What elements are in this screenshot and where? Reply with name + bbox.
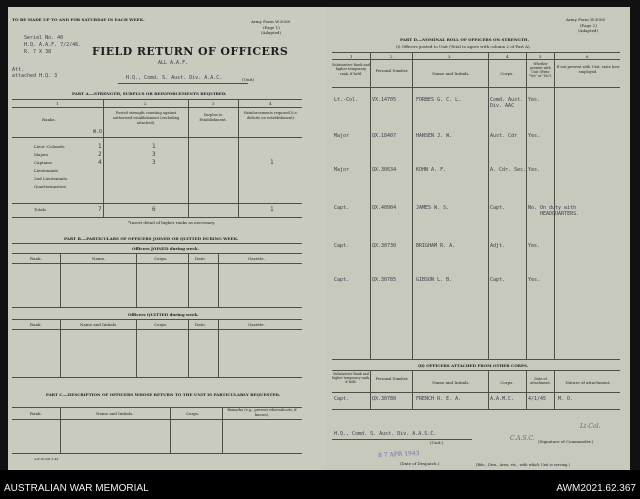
- officer-name: JAMES W. S.: [416, 205, 450, 211]
- quitted-col-rule: [218, 319, 219, 377]
- joined-col-rank: Rank.: [30, 256, 42, 261]
- unit-label-right: (Unit.): [430, 440, 444, 445]
- officer-number: QX.18407: [372, 133, 397, 139]
- part-c-title: PART C.—DESCRIPTION OF OFFICERS WHOSE RETURN TO THE UNIT IS PARTICULARLY REQUESTED.: [45, 392, 281, 397]
- officer-present: Yes.: [528, 133, 541, 139]
- officer-corps: Comd. Aust. Div. AAC: [490, 97, 524, 109]
- date-label: (Date of Despatch.): [400, 461, 440, 466]
- part-a-col-rule: [188, 99, 189, 217]
- col-head-reinforcements: Reinforcements required (i.e. deficits on establishment).: [244, 111, 298, 120]
- date-stamp: 8 7 APR 1943: [377, 449, 420, 460]
- att-col-rule: [370, 370, 371, 409]
- unit-typed-full: H.Q., Comd. S. Aust. Div. A.A.C.: [126, 75, 223, 81]
- col-num-1: 1: [56, 101, 59, 106]
- d-head-employed: If not present with Unit, state how employed.: [556, 65, 620, 74]
- att-head-number: Personal Number.: [375, 377, 409, 381]
- att-head-rank: Substantive Rank and higher temporary rank, if held.: [332, 372, 370, 384]
- officer-employed: On duty with HEADQUARTERS.: [540, 205, 580, 217]
- rank-quartermasters: Quartermasters: [34, 184, 67, 189]
- part-d-col-rule: [526, 52, 527, 359]
- part-c-col-rule: [170, 407, 171, 453]
- joined-col-date: Date.: [195, 256, 206, 261]
- part-c-head-rule: [12, 419, 302, 420]
- part-b-title: PART B.—PARTICULARS OF OFFICERS JOINED OR QUITTED DURING WEEK.: [64, 236, 239, 241]
- part-d-col-rule: [370, 52, 371, 359]
- total-col2: 6: [152, 206, 156, 213]
- signature-label: (Signature of Commander.): [538, 439, 594, 444]
- posted-ltcol: 1: [98, 143, 102, 150]
- quitted-title: Officers QUITTED during week.: [128, 312, 199, 317]
- part-d-head-rule: [332, 87, 620, 88]
- joined-col-rule: [218, 253, 219, 307]
- quitted-col-corps: Corps.: [154, 322, 168, 327]
- officer-corps: Capt.: [490, 205, 506, 211]
- est-ltcol: 1: [152, 143, 156, 150]
- joined-bottom: [12, 307, 302, 308]
- officer-rank: Capt.: [334, 205, 350, 211]
- officer-present: Yes.: [528, 167, 541, 173]
- officer-name: FORBES G. C. L.: [416, 97, 462, 103]
- part-c-col-rank: Rank.: [30, 411, 42, 416]
- d-col-num-4: 4: [506, 54, 509, 59]
- right-page: [326, 7, 630, 470]
- bde-label: (Bde., Divn., Area, etc., with which Unit is serving.): [476, 463, 570, 467]
- att-head-rule: [332, 392, 620, 393]
- part-c-col-rule: [60, 407, 61, 453]
- quitted-bottom: [12, 377, 302, 378]
- officer-rank: Major: [334, 133, 350, 139]
- part-a-bottom-rule: [12, 217, 302, 218]
- serial-number: Serial No. 40: [24, 35, 64, 41]
- att-bottom-rule: [332, 409, 620, 410]
- att-head-name: Name and Initials.: [432, 380, 470, 385]
- officer-number: QX.40904: [372, 205, 397, 211]
- est-major: 3: [152, 151, 156, 158]
- quitted-col-rule: [60, 319, 61, 377]
- officer-number: QX.30730: [372, 243, 397, 249]
- joined-col-rule: [188, 253, 189, 307]
- officer-corps: Capt.: [490, 277, 506, 283]
- joined-head-bottom: [12, 263, 302, 264]
- posted-captain: 4: [98, 159, 102, 166]
- quitted-col-rule: [188, 319, 189, 377]
- att-date: 4/1/45: [528, 396, 547, 402]
- form-title: FIELD RETURN OF OFFICERS: [92, 45, 289, 58]
- unit-line-right: [332, 439, 472, 440]
- footer-institution: AUSTRALIAN WAR MEMORIAL: [4, 483, 149, 494]
- print-code: 4-W-3b 9M 3-44: [34, 457, 59, 461]
- rank-lieut-colonels: Lieut.-Colonels: [34, 144, 65, 149]
- reinforce-captain: 1: [270, 159, 274, 166]
- att-col-rule: [412, 370, 413, 409]
- officer-number: VX.14705: [372, 97, 397, 103]
- rank-lieutenants: Lieutenants: [34, 168, 59, 173]
- joined-col-corps: Corps.: [154, 256, 168, 261]
- d-head-number: Personal Number.: [375, 69, 409, 73]
- col-num-4: 4: [269, 101, 272, 106]
- unit-line: [118, 83, 248, 84]
- page-note: (Page 1): [263, 25, 280, 30]
- att-nature: M. O.: [558, 396, 574, 402]
- quitted-head-top: [12, 319, 302, 320]
- officer-present: Yes.: [528, 243, 541, 249]
- signature-name: C.A.S.C.: [510, 435, 535, 442]
- officer-name: HANSEN J. W.: [416, 133, 453, 139]
- wo-typed: W.O.: [93, 129, 106, 135]
- joined-col-name: Name.: [92, 256, 106, 261]
- quitted-col-rank: Rank.: [30, 322, 42, 327]
- att-head-date: Date of attachment.: [530, 377, 551, 386]
- officer-name: GIBSON L. B.: [416, 277, 453, 283]
- att-name: FRENCH R. E. A.: [416, 396, 462, 402]
- part-c-bottom-rule: [12, 453, 302, 454]
- officer-corps: Adjt.: [490, 243, 506, 249]
- quitted-col-name: Name and Initials.: [80, 322, 118, 327]
- attached-title: (ii) OFFICERS ATTACHED FROM OTHER CORPS.: [418, 363, 529, 368]
- unit-typed-right: H.Q., Comd. S. Aust. Div. A.A.S.C.: [334, 431, 437, 437]
- joined-col-rule: [136, 253, 137, 307]
- d-head-rank: Substantive Rank and higher temporary rank, if held.: [332, 63, 370, 76]
- col-num-2: 2: [144, 101, 147, 106]
- army-form-label-right: Army Form W.3008: [566, 17, 605, 22]
- att-number: QX.30780: [372, 396, 397, 402]
- officer-rank: Capt.: [334, 277, 350, 283]
- est-captain: 3: [152, 159, 156, 166]
- officer-present: Yes.: [528, 97, 541, 103]
- joined-col-gazette: Gazette.: [248, 256, 265, 261]
- att-corps: A.A.M.C.: [490, 396, 515, 402]
- officer-number: QX.30634: [372, 167, 397, 173]
- officer-present: Yes.: [528, 277, 541, 283]
- total-col4: 1: [270, 206, 274, 213]
- part-a-totals-rule: [12, 203, 302, 204]
- part-d-title: PART D.—NOMINAL ROLL OF OFFICERS ON STRENGTH.: [400, 37, 529, 42]
- col-head-posted: Posted strength counting against authorized establishment (excluding attached).: [112, 111, 180, 125]
- quitted-col-date: Date.: [195, 322, 206, 327]
- d-col-num-6: 6: [586, 54, 589, 59]
- part-d-top-rule: [332, 52, 620, 53]
- part-a-num-rule: [12, 107, 302, 108]
- archive-footer: [0, 470, 640, 499]
- part-a-col-rule: [103, 99, 104, 217]
- d-col-num-2: 2: [390, 54, 393, 59]
- signature-rank: Lt-Col.: [580, 423, 601, 430]
- part-a-title: PART A.—STRENGTH, SURPLUS OR REINFORCEMENTS REQUIRED.: [72, 91, 227, 96]
- part-b-top-rule: [12, 243, 302, 244]
- officer-name: BRIGHAM R. A.: [416, 243, 456, 249]
- d-head-present: Whether present with Unit (Write "Yes" or "No").: [528, 62, 553, 78]
- part-a-head-rule: [12, 137, 302, 138]
- part-c-col-corps: Corps.: [186, 411, 200, 416]
- rank-captains: Captains: [34, 160, 52, 165]
- instruction-text: TO BE MADE UP TO AND FOR SATURDAY IN EACH WEEK.: [12, 17, 145, 22]
- part-a-col-rule: [238, 99, 239, 217]
- army-form-label: Army Form W.3008: [251, 19, 290, 24]
- quitted-col-rule: [136, 319, 137, 377]
- officer-rank: Lt.-Col.: [334, 97, 359, 103]
- posted-title: (i) Officers posted to Unit (Total to agree with column 2 of Part A).: [396, 44, 531, 49]
- att-col-rule: [488, 370, 489, 409]
- reference-line: R. 7 X 38: [24, 49, 52, 55]
- hq-date-line: H.Q. A.A.F. 7/2/46.: [24, 42, 82, 48]
- footer-catalog-number: AWM2021.62.367: [556, 483, 636, 494]
- d-col-num-1: 1: [350, 54, 353, 59]
- part-c-col-remarks: Remarks (e.g., present whereabouts, if known).: [227, 408, 297, 417]
- adapted-note-right: (Adapted): [578, 28, 599, 33]
- d-head-corps: Corps.: [500, 71, 514, 76]
- unit-typed-short: ALL A.A.F.: [158, 60, 189, 66]
- part-d-bottom-rule: [332, 359, 620, 360]
- attached-line: attached H.Q. 3: [12, 73, 58, 79]
- part-c-col-name: Name and Initials.: [96, 411, 134, 416]
- part-c-col-rule: [222, 407, 223, 453]
- att-rank: Capt.: [334, 396, 350, 402]
- footnote: *Insert detail of higher ranks as necessary.: [128, 220, 216, 225]
- att-col-rule: [554, 370, 555, 409]
- unit-label: (Unit): [242, 77, 254, 82]
- att-col-rule: [526, 370, 527, 409]
- officer-name: KOHN A. F.: [416, 167, 447, 173]
- d-col-num-5: 5: [539, 54, 542, 59]
- col-head-ranks: Ranks.: [42, 117, 56, 122]
- officer-rank: Capt.: [334, 243, 350, 249]
- att-line: Att.: [12, 67, 25, 73]
- adapted-note: (Adapted): [261, 30, 282, 35]
- rank-majors: Majors: [34, 152, 49, 157]
- part-d-col-rule: [412, 52, 413, 359]
- part-d-col-rule: [488, 52, 489, 359]
- part-a-top-rule: [12, 99, 302, 100]
- quitted-head-bottom: [12, 329, 302, 330]
- officer-corps: Aust. Cdr: [490, 133, 518, 139]
- joined-title: Officers JOINED during week.: [132, 246, 199, 251]
- quitted-col-gazette: Gazette.: [248, 322, 265, 327]
- officer-present: No.: [528, 205, 538, 211]
- col-head-surplus: Surplus to Establishment.: [199, 113, 227, 122]
- total-col1: 7: [98, 206, 102, 213]
- left-page: [8, 7, 326, 470]
- att-head-nature: Nature of attachment.: [565, 380, 611, 385]
- d-head-name: Name and Initials.: [432, 71, 470, 76]
- col-num-3: 3: [212, 101, 215, 106]
- totals-label: Totals: [34, 207, 47, 212]
- rank-2nd-lieutenants: 2nd Lieutenants: [34, 176, 68, 181]
- att-head-corps: Corps.: [500, 380, 514, 385]
- part-d-num-rule: [332, 59, 620, 60]
- posted-major: 2: [98, 151, 102, 158]
- d-col-num-3: 3: [448, 54, 451, 59]
- officer-corps: A. Cdr. Sec.: [490, 167, 527, 173]
- officer-number: QX.30785: [372, 277, 397, 283]
- joined-head-top: [12, 253, 302, 254]
- page-note-right: (Page 2): [580, 23, 597, 28]
- joined-col-rule: [60, 253, 61, 307]
- att-top-rule: [332, 370, 620, 371]
- officer-rank: Major: [334, 167, 350, 173]
